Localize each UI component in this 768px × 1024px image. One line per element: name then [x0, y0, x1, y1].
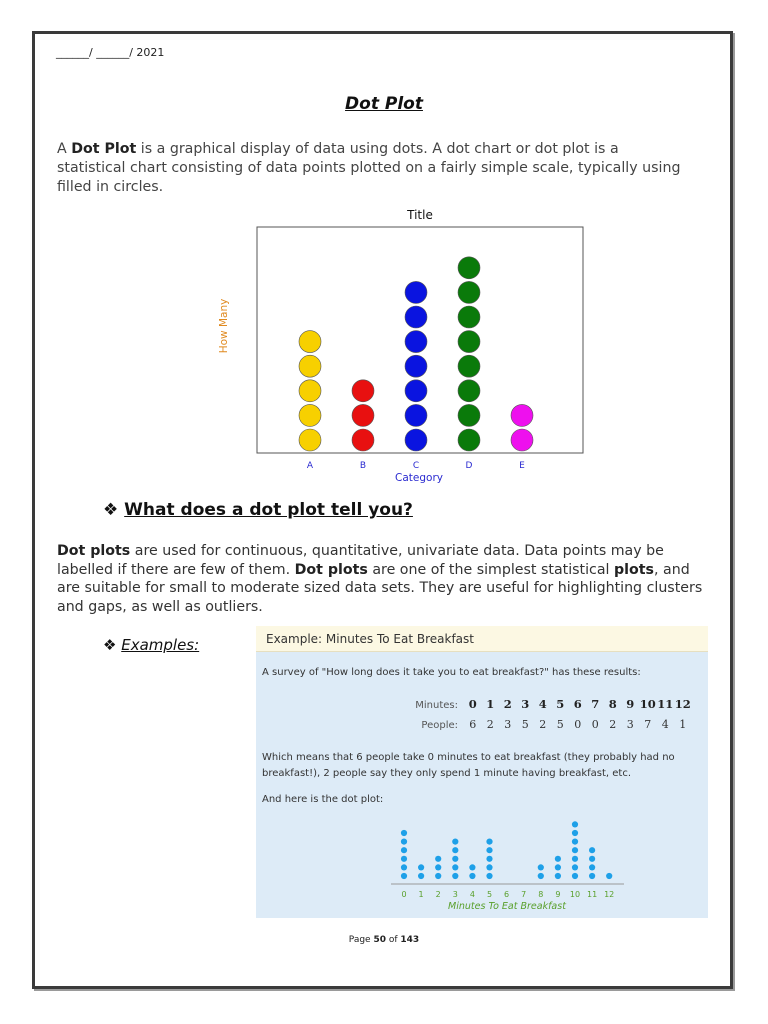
people-cell: 2 — [539, 718, 547, 731]
intro-bold-term: Dot Plot — [71, 141, 137, 157]
dot — [452, 864, 458, 870]
minutes-cell: 11 — [657, 697, 674, 711]
dot-d — [458, 331, 480, 353]
here-text: And here is the dot plot: — [262, 794, 384, 805]
x-tick-label: 5 — [486, 890, 493, 899]
people-cell: 0 — [591, 718, 599, 731]
means-text-2: breakfast!), 2 people say they only spend 1 minute having breakfast, etc. — [262, 768, 632, 779]
dot — [606, 873, 612, 879]
x-axis-label: Minutes To Eat Breakfast — [448, 901, 566, 912]
dot — [555, 856, 561, 862]
bullet-icon: ❖ — [103, 636, 117, 654]
dot-c — [405, 380, 427, 402]
dot — [486, 864, 492, 870]
para-text-1: are used for continuous, quantitative, univariate data. Data points may be labelled if there are few of them. — [57, 543, 664, 578]
section-paragraph — [57, 542, 717, 616]
dot-c — [405, 404, 427, 426]
dot — [401, 830, 407, 836]
dot — [572, 830, 578, 836]
x-tick-label: 6 — [504, 890, 510, 899]
intro-text-2: is a graphical display of data using dots. A dot chart or dot plot is a statistical chart consisting of data points plotted on a fairly simple scale, typically using filled in circles. — [57, 141, 681, 195]
people-cell: 4 — [661, 718, 669, 731]
minutes-cell: 12 — [674, 697, 691, 711]
minutes-cell: 10 — [639, 697, 656, 711]
survey-text: A survey of "How long does it take you to eat breakfast?" has these results: — [262, 667, 641, 678]
intro-text-1: A — [57, 141, 72, 157]
dot — [401, 873, 407, 879]
page-title: Dot Plot — [345, 94, 423, 114]
people-cell: 5 — [521, 718, 529, 731]
dot — [418, 864, 424, 870]
x-tick-label: 9 — [555, 890, 561, 899]
section-heading-text: What does a dot plot tell you? — [124, 500, 413, 520]
minutes-cell: 1 — [486, 697, 495, 711]
dot-c — [405, 331, 427, 353]
x-tick-label: A — [306, 461, 314, 471]
dot-c — [405, 306, 427, 328]
minutes-cell: 8 — [608, 697, 617, 711]
dot — [469, 873, 475, 879]
dot-b — [352, 429, 374, 451]
x-tick-label: 7 — [521, 890, 527, 899]
minutes-cell: 4 — [538, 697, 547, 711]
dot — [435, 864, 441, 870]
means-text-1: Which means that 6 people take 0 minutes to eat breakfast (they probably had no — [262, 752, 675, 763]
minutes-cell: 7 — [591, 697, 600, 711]
dot — [572, 821, 578, 827]
dot — [401, 847, 407, 853]
dot — [486, 873, 492, 879]
people-cell: 0 — [574, 718, 582, 731]
people-cell: 1 — [679, 718, 687, 731]
dot — [452, 873, 458, 879]
minutes-cell: 5 — [556, 697, 565, 711]
para-bold-1: Dot plots — [57, 543, 131, 559]
intro-paragraph — [57, 140, 687, 197]
dot-d — [458, 355, 480, 377]
minutes-cell: 9 — [626, 697, 635, 711]
dot — [401, 839, 407, 845]
dot-e — [511, 429, 533, 451]
example-box-title: Example: Minutes To Eat Breakfast — [256, 626, 708, 652]
dot — [589, 873, 595, 879]
para-text-2: are one of the simplest statistical — [367, 561, 614, 578]
examples-heading — [103, 636, 199, 654]
footer-of-word: of — [385, 935, 401, 945]
x-tick-label: 12 — [604, 890, 615, 899]
dot — [538, 873, 544, 879]
minutes-cell: 0 — [468, 697, 477, 711]
x-tick-label: 1 — [418, 890, 424, 899]
people-label: People: — [421, 720, 458, 731]
dot-d — [458, 306, 480, 328]
dot — [452, 856, 458, 862]
example-box — [256, 626, 708, 918]
dot-b — [352, 380, 374, 402]
dot — [486, 839, 492, 845]
dot — [572, 873, 578, 879]
page-number: 50 — [373, 935, 386, 945]
x-axis-label: Category — [395, 472, 443, 484]
people-cell: 5 — [556, 718, 564, 731]
minutes-cell: 6 — [573, 697, 582, 711]
x-tick-label: C — [412, 461, 420, 471]
dot-e — [511, 404, 533, 426]
x-tick-label: 10 — [569, 890, 581, 899]
dot — [572, 864, 578, 870]
dot-a — [299, 404, 321, 426]
x-tick-label: 4 — [469, 890, 475, 899]
dot — [589, 847, 595, 853]
dot — [401, 864, 407, 870]
page-total: 143 — [400, 935, 420, 945]
dot — [486, 856, 492, 862]
x-tick-label: B — [359, 461, 367, 471]
dot — [452, 847, 458, 853]
dot-b — [352, 404, 374, 426]
page-footer — [0, 935, 768, 945]
dot — [572, 839, 578, 845]
date-line: ______/ ______/ 2021 — [56, 46, 165, 59]
people-cell: 3 — [626, 718, 634, 731]
dot-a — [299, 355, 321, 377]
dot-c — [405, 429, 427, 451]
x-tick-label: 3 — [452, 890, 458, 899]
dot — [486, 847, 492, 853]
dot — [555, 873, 561, 879]
chart-title: Title — [407, 208, 433, 222]
dot — [469, 864, 475, 870]
x-tick-label: 8 — [538, 890, 544, 899]
people-cell: 7 — [644, 718, 652, 731]
examples-label: Examples: — [121, 636, 200, 654]
people-cell: 3 — [504, 718, 512, 731]
dot-c — [405, 281, 427, 303]
dot-d — [458, 257, 480, 279]
people-cell: 6 — [469, 718, 477, 731]
dot-a — [299, 331, 321, 353]
bullet-icon: ❖ — [103, 500, 119, 520]
dot-d — [458, 380, 480, 402]
dot — [572, 847, 578, 853]
dot — [572, 856, 578, 862]
dot-d — [458, 281, 480, 303]
minutes-cell: 3 — [521, 697, 530, 711]
dot — [418, 873, 424, 879]
people-cell: 2 — [486, 718, 494, 731]
dot-c — [405, 355, 427, 377]
section-heading — [103, 500, 413, 520]
x-tick-label: 2 — [435, 890, 441, 899]
people-row — [388, 718, 692, 731]
dot — [452, 839, 458, 845]
dot-a — [299, 429, 321, 451]
dot-d — [458, 404, 480, 426]
para-bold-2: Dot plots — [294, 561, 368, 578]
minutes-row — [388, 697, 692, 711]
para-bold-3: plots — [613, 561, 654, 578]
dot-d — [458, 429, 480, 451]
dot — [555, 864, 561, 870]
x-tick-label: 11 — [587, 890, 598, 899]
dot — [435, 873, 441, 879]
x-tick-label: E — [519, 461, 525, 471]
x-tick-label: 0 — [401, 890, 407, 899]
para-text-3: , and are suitable for small to moderate sized data sets. They are useful for highlighting clusters and gaps, as well as outliers. — [57, 561, 703, 615]
dot — [589, 856, 595, 862]
y-axis-label: How Many — [218, 298, 230, 354]
breakfast-dot-plot — [376, 814, 636, 914]
dot — [435, 856, 441, 862]
dot — [589, 864, 595, 870]
dot — [538, 864, 544, 870]
people-cell: 2 — [609, 718, 617, 731]
dot-a — [299, 380, 321, 402]
x-tick-label: D — [465, 461, 473, 471]
footer-page-word: Page — [348, 935, 374, 945]
minutes-label: Minutes: — [415, 700, 458, 711]
dot-plot-chart — [208, 205, 588, 487]
minutes-cell: 2 — [503, 697, 512, 711]
dot — [401, 856, 407, 862]
